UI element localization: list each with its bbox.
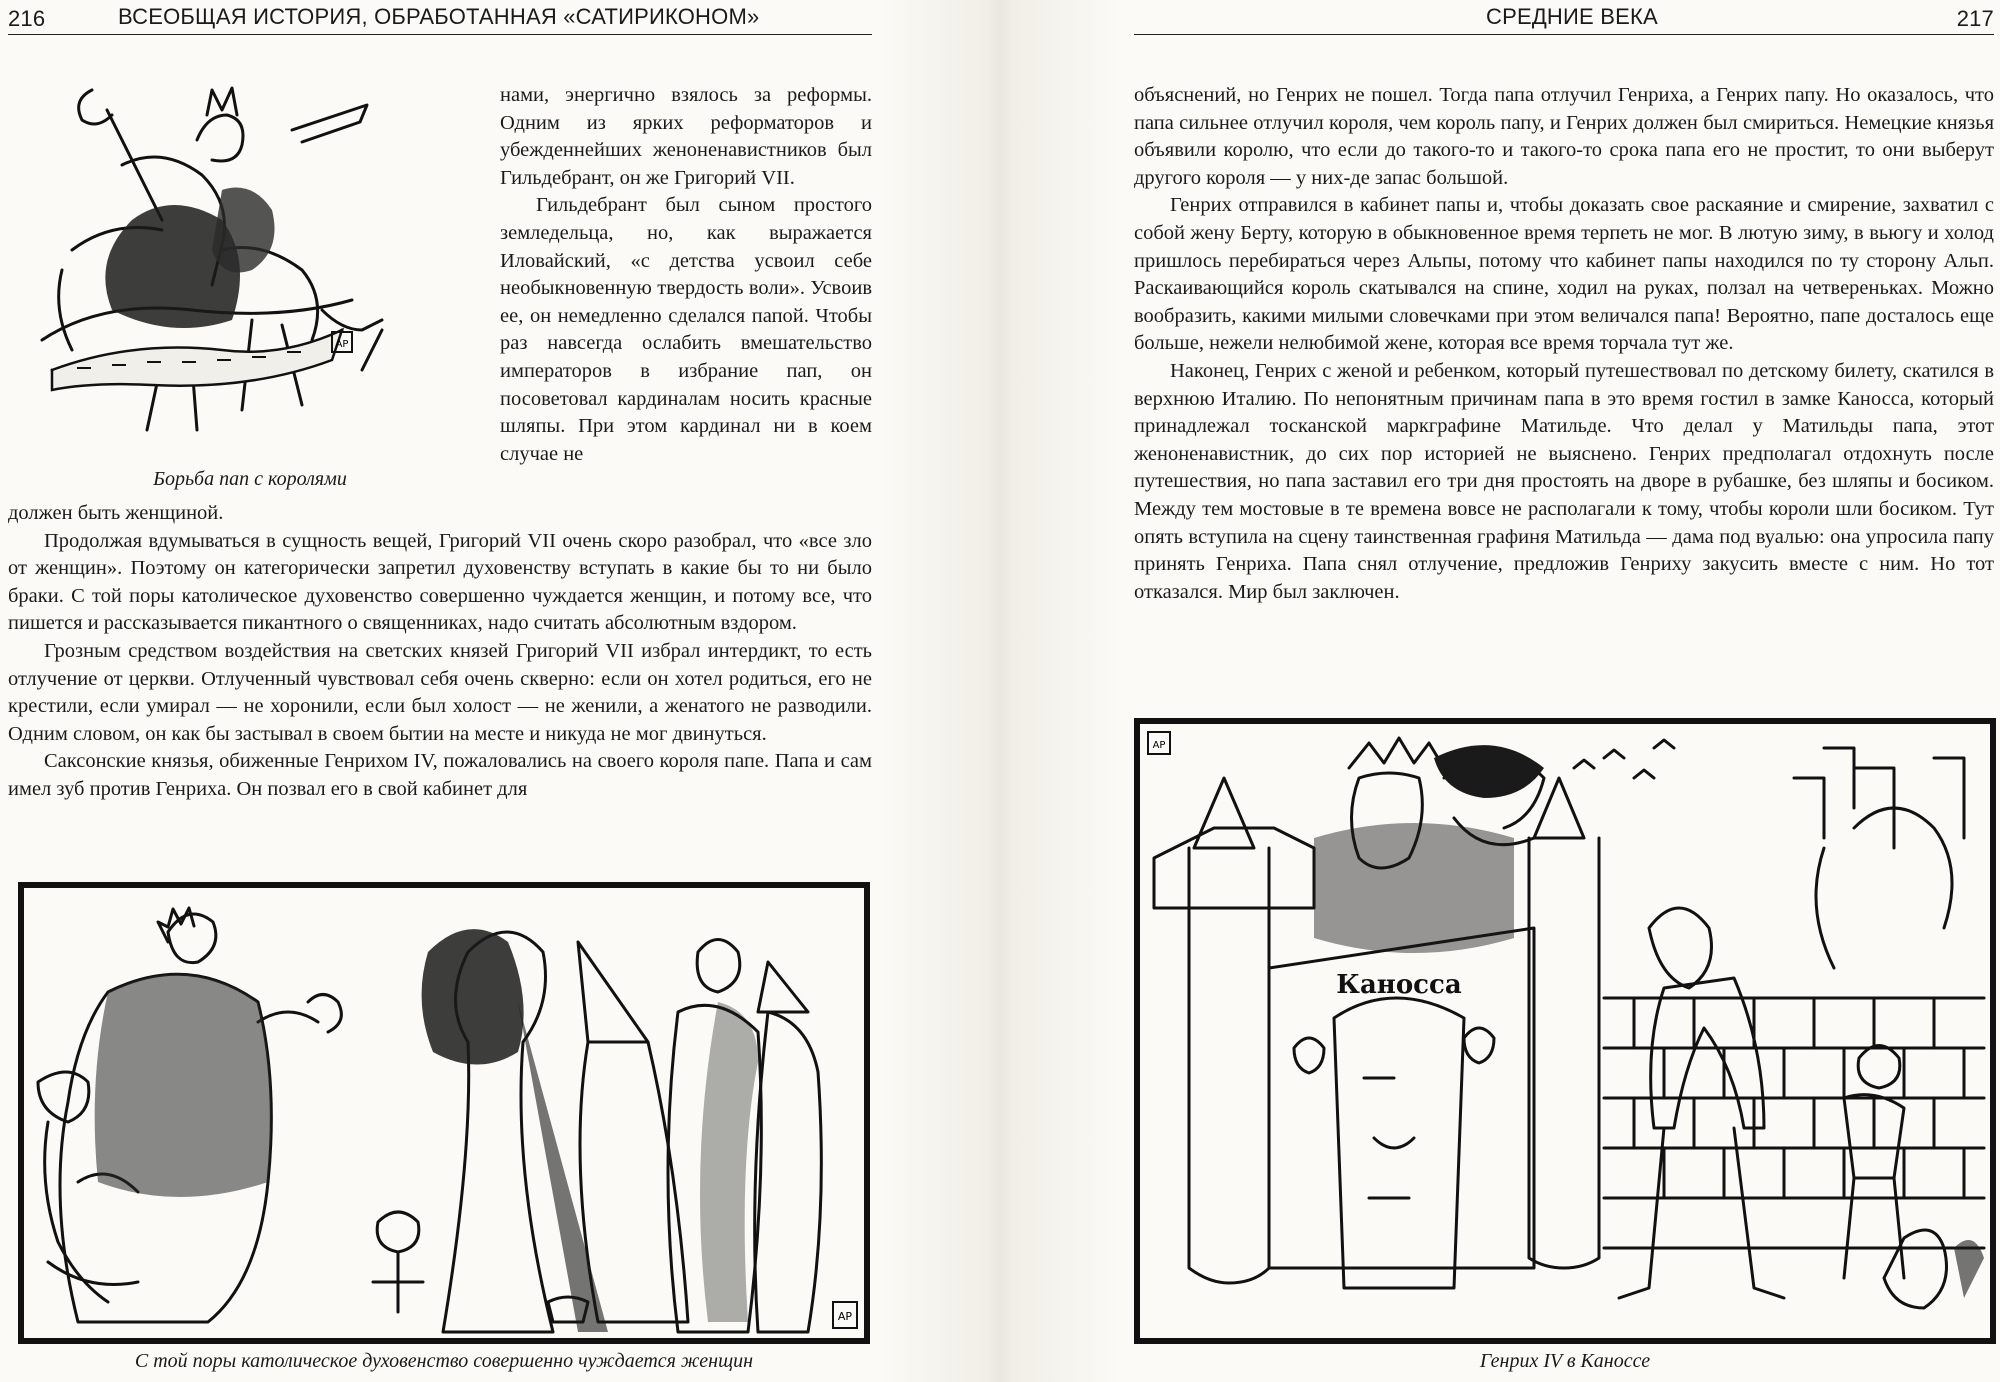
- right-paragraph-3: Наконец, Генрих с женой и ребенком, который путешествовал по детскому билету, скатился в верхнюю Италию. По непонятным причинам папа в это время гостил в замке Каносса, который принадлежал тосканской маркграфине Матильде. Что делал у Матильды папа, этот женоненавистник, до сих пор историей не выяснено. Генрих предполагал отдохнуть после путешествия, но папа заставил его три дня простоять на дворе в рубашке, без шляпы и босиком. Между тем мостовые в те времена вовсе не располагали к тому, чтобы короли шли босиком. Тут опять вступила на сцену таинственная графиня Матильда — дама под вуалью: она упросила папу принять Генриха. Папа снял отлучение, предложив Генриху закусить вместе с ним. Но тот отказался. Мир был заключен.: [1134, 359, 1994, 603]
- left-paragraph-3: Грозным средством воздействия на светских князей Григорий VII избрал интердикт, то есть отлучение от церкви. Отлученный чувствовал себя очень скверно: если он хотел родиться, его не крестили, если умирал — не хоронили, если был холост — не женили, а женатого не разводили. Одним словом, он как бы застывал в своем бытии на месте и никуда не мог двинуться.: [8, 639, 872, 745]
- left-running-title: ВСЕОБЩАЯ ИСТОРИЯ, ОБРАБОТАННАЯ «САТИРИКОНОМ»: [118, 4, 760, 29]
- right-paragraph-1: объяснений, но Генрих не пошел. Тогда папа отлучил Генриха, а Генрих папу. Но оказалось, что папа сильнее отлучил короля, чем король папу, и Генрих должен был смириться. Немецкие князья объявили королю, что если до такого-то и такого-то срока папа его не простит, то они выберут другого короля — у них-де запас большой.: [1134, 84, 1994, 189]
- left-full-text: [8, 500, 872, 804]
- book-gutter: [880, 0, 1120, 1382]
- fig3-monogram: АР: [1152, 740, 1166, 751]
- right-text: [1134, 82, 1994, 606]
- left-paragraph-4: Саксонские князья, обиженные Генрихом IV, пожаловались на своего короля папе. Папа и сам имел зуб против Генриха. Он позвал его в свой кабинет для: [8, 750, 872, 800]
- left-column-text: [500, 82, 872, 468]
- fig1-monogram: АР: [335, 339, 349, 350]
- canossa-gate-sign: Каносса: [1336, 970, 1462, 1000]
- fig2-caption: С той поры католическое духовенство совершенно чуждается женщин: [134, 1350, 754, 1372]
- right-running-title: СРЕДНИЕ ВЕКА: [1486, 4, 1658, 29]
- left-running-head: [8, 4, 872, 35]
- left-col-paragraph-1: нами, энергично взялось за реформы. Одним из ярких реформаторов и убежденнейших женоненавистников был Гильдебрант, он же Григорий VII.: [500, 84, 872, 189]
- left-paragraph-1: должен быть женщиной.: [8, 502, 224, 524]
- right-page-number: 217: [1956, 6, 1994, 31]
- left-page-number: 216: [8, 6, 46, 31]
- fig2-monogram: АР: [837, 1310, 853, 1323]
- left-page: [0, 0, 880, 1382]
- illustration-clergy-women: [18, 882, 870, 1344]
- left-col-paragraph-2: Гильдебрант был сыном простого земледельца, но, как выражается Иловайский, «с детства усвоил себе необыкновенную твердость воли». Усвоив ее, он немедленно сделался папой. Чтобы раз навсегда ослабить вмешательство императоров в избрание пап, он посоветовал кардиналам носить красные шляпы. При этом кардинал ни в коем случае не: [500, 194, 872, 465]
- fig1-caption: Борьба пап с королями: [153, 468, 347, 490]
- fig3-caption: Генрих IV в Каноссе: [1479, 1350, 1651, 1372]
- illustration-pope-vs-king: [22, 70, 442, 460]
- left-paragraph-2: Продолжая вдумываться в сущность вещей, Григорий VII очень скоро разобрал, что «все зло от женщин». Поэтому он категорически запретил духовенству вступать в какие бы то ни было браки. С той поры католическое духовенство совершенно чуждается женщин, и потому все, что пишется и рассказывается пикантного о священниках, надо считать абсолютным вздором.: [8, 529, 872, 635]
- right-page: [1120, 0, 2000, 1382]
- right-running-head: [1134, 4, 1994, 35]
- illustration-canossa: [1134, 718, 1996, 1344]
- right-paragraph-2: Генрих отправился в кабинет папы и, чтобы доказать свое раскаяние и смирение, захватил с собой жену Берту, которую в обыкновенное время терпеть не мог. В лютую зиму, в вьюгу и холод пришлось перебираться через Альпы, потому что кабинет папы находился по ту сторону Альп. Раскаивающийся король скатывался на спине, ходил на руках, ползал на четвереньках. Можно вообразить, какими милыми словечками при этом величался папа! Вероятно, папе досталось еще больше, нежели нелюбимой жене, которая все время торчала тут же.: [1134, 194, 1994, 355]
